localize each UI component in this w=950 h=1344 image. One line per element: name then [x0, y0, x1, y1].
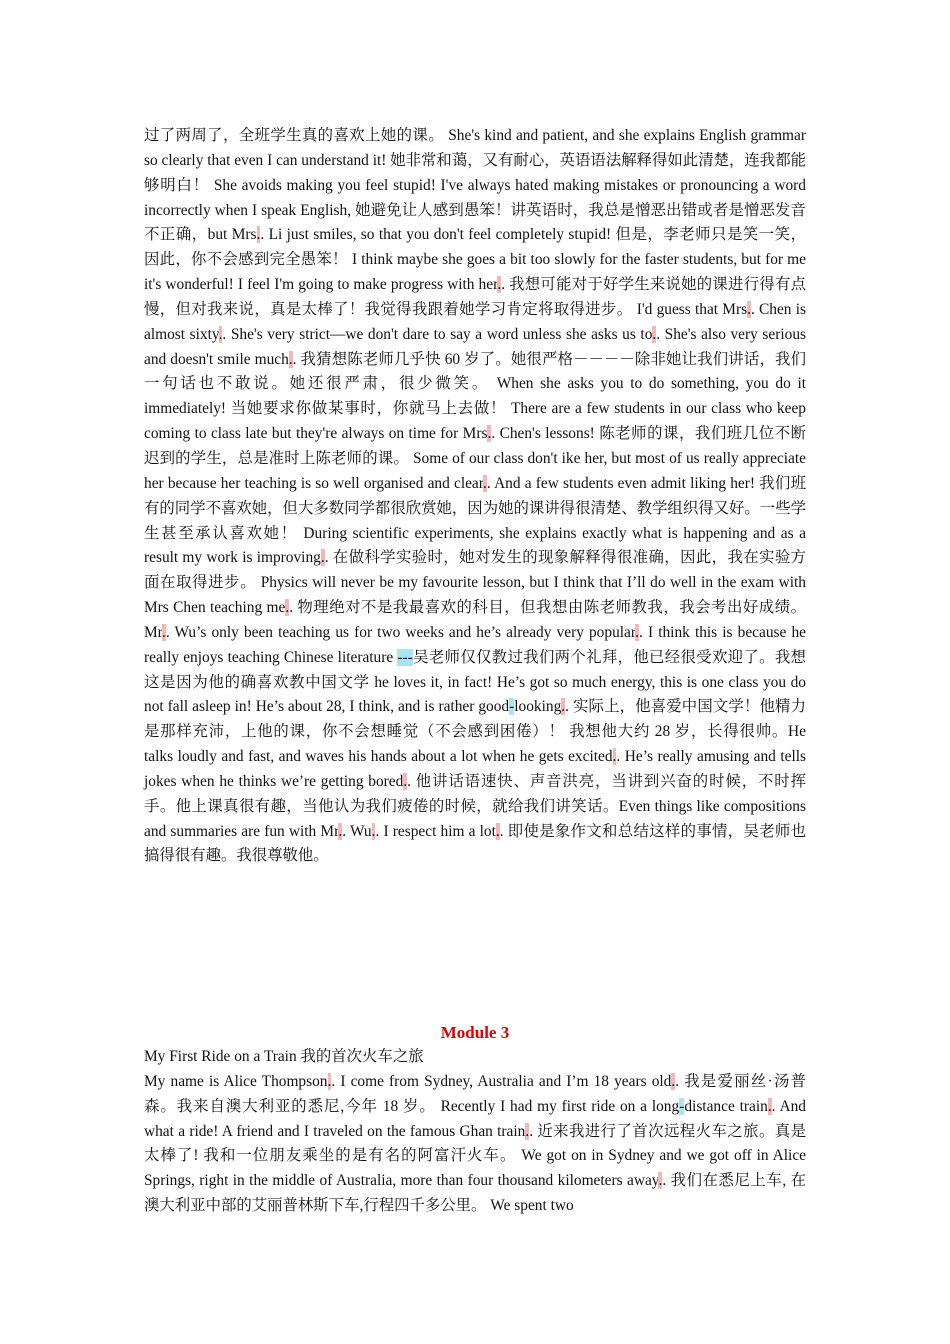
text-run: . 我是爱丽丝·汤普森。我来自澳大利亚的悉尼,今年 18 岁。 Recently I had my first ride on a long [144, 1072, 807, 1115]
text-run: . And what a ride! A friend and I traveled on the famous Ghan train [144, 1097, 806, 1140]
text-run: 吴老师仅仅教过我们两个礼拜，他已经很受欢迎了。我想这是因为他的确喜欢教中国文学 he loves it, in fact! He’s got so much energy, this is one class you do not fall asleep in! He’s about 28, I think, and is rather good [144, 648, 806, 716]
text-run: . 我猜想陈老师几乎快 60 岁了。她很严格－－－－除非她让我们讲话，我们一句话也不敢说。她还很严肃，很少微笑。 When she asks you to do something, you do it immediately! 当她要求你做某事时，你就马上去做！ There are a few students in our class who keep coming to class late but they're always on time for Mrs [144, 350, 806, 443]
module3-section [144, 1021, 806, 1219]
text-run: . He’s really amusing and tells jokes when he thinks we’re getting bored [144, 748, 806, 790]
highlight-mark: . [161, 623, 166, 641]
highlight-mark: . [327, 1072, 332, 1090]
highlight-mark: . [338, 822, 343, 840]
paragraph-module3-text [144, 1070, 806, 1219]
text-run: . Chen's lessons! 陈老师的课，我们班几位不断迟到的学生，总是准时上陈老师的课。 Some of our class don't ike her, but most of us really appreciate her because her teaching is so well organised and clear [144, 425, 806, 492]
highlight-mark: . [288, 350, 293, 368]
text-run: distance train [684, 1097, 768, 1115]
text-run: . 实际上，他喜爱中国文学！他精力是那样充沛，上他的课，你不会想睡觉（不会感到困倦）！ 我想他大约 28 岁，长得很帅。He talks loudly and fast, and waves his hands about a lot when he gets excited [144, 698, 806, 766]
text-run: . Wu’s only been teaching us for two weeks and he’s already very popular [165, 623, 636, 641]
section-subtitle: My First Ride on a Train 我的首次火车之旅 [144, 1048, 424, 1065]
highlight-mark-blue: - [679, 1097, 685, 1115]
highlight-mark: . [767, 1097, 772, 1115]
highlight-mark: . [487, 425, 492, 443]
module-title: Module 3 [440, 1023, 510, 1042]
highlight-mark: . [320, 549, 325, 567]
text-run: . She's also very serious and doesn't smile much [144, 325, 806, 368]
highlight-mark: . [652, 325, 657, 343]
highlight-mark: . [635, 623, 640, 641]
text-run: 过了两周了，全班学生真的喜欢上她的课。 She's kind and patient, and she explains English grammar so clearly that even I can understand it! 她非常和蔼，又有耐心，英语语法解释得如此清楚，连我都能够明白！ She avoids making you feel stupid! I've always hated making mistakes or pronouncing a word incorrectly when I speak English, 她避免让人感到愚笨！讲英语时，我总是憎恶出错或者是憎恶发音不正确，but Mrs [144, 127, 806, 244]
text-run: . 物理绝对不是我最喜欢的科目，但我想由陈老师教我，我会考出好成绩。Mr [144, 599, 806, 641]
highlight-mark-blue: - [509, 698, 515, 716]
highlight-mark: . [658, 1172, 663, 1190]
text-run: looking [514, 698, 562, 716]
text-run: . 我想可能对于好学生来说她的课进行得有点慢，但对我来说，真是太棒了！我觉得我跟着她学习肯定将取得进步。 I'd guess that Mrs [144, 276, 806, 318]
highlight-mark: . [671, 1072, 676, 1090]
paragraph-module2-text [144, 124, 806, 869]
highlight-mark: . [483, 474, 487, 492]
text-run: . 他讲话语速快、声音洪亮，当讲到兴奋的时候，不时挥手。他上课真很有趣，当他认为我们疲倦的时候，就给我们讲笑话。Even things like compositions and summaries are fun with Mr [144, 772, 806, 840]
highlight-mark: . [285, 599, 290, 617]
highlight-mark: . [403, 772, 408, 790]
highlight-mark-blue: --- [397, 648, 413, 666]
highlight-mark: . [495, 822, 500, 840]
text-run: . And a few students even admit liking her! 我们班有的同学不喜欢她，但大多数同学都很欣赏她，因为她的课讲得很清楚、教学组织得又好。一些学生甚至承认喜欢她！ During scientific experiments, she explains exactly what is happening and as a result my work is improving [144, 474, 806, 567]
text-run: . I come from Sydney, Australia and I’m 18 years old [331, 1072, 672, 1090]
highlight-mark: . [256, 226, 261, 244]
text-run: . 即使是象作文和总结这样的事情，吴老师也搞得很有趣。我很尊敬他。 [144, 822, 807, 865]
highlight-mark: . [525, 1122, 530, 1140]
text-run: My name is Alice Thompson [144, 1072, 328, 1090]
text-run: . Li just smiles, so that you don't feel completely stupid! 但是，李老师只是笑一笑，因此，你不会感到完全愚笨！ I think maybe she goes a bit too slowly for the faster students, but for me it's wonderful! I feel I'm going to make progress with her [144, 226, 806, 294]
highlight-mark: . [561, 698, 566, 716]
text-run: . Chen is almost sixty [144, 300, 806, 343]
highlight-mark: . [497, 276, 502, 294]
text-run: . 我们在悉尼上车, 在澳大利亚中部的艾丽普林斯下车,行程四千多公里。 We spent two [144, 1172, 806, 1215]
text-run: . 在做科学实验时，她对发生的现象解释得很准确，因此，我在实验方面在取得进步。 Physics will never be my favourite lesson, but I think that I’ll do well in the exam with Mrs Chen teaching me [144, 549, 806, 617]
highlight-mark: . [218, 325, 223, 343]
text-run: . Wu [342, 822, 372, 840]
text-run: . I respect him a lot [375, 822, 496, 840]
highlight-mark: . [747, 300, 751, 318]
text-run: . 近来我进行了首次远程火车之旅。真是太棒了! 我和一位朋友乘坐的是有名的阿富汗火车。 We got on in Sydney and we got off in Alice Springs, right in the middle of Australia, more than four thousand kilometers away [144, 1122, 806, 1190]
text-run: . She's very strict—we don't dare to say a word unless she asks us to [222, 325, 653, 343]
highlight-mark: . [371, 822, 376, 840]
highlight-mark: . [612, 748, 617, 766]
text-run: . I think this is because he really enjoys teaching Chinese literature [144, 623, 806, 666]
document-body [144, 124, 806, 869]
